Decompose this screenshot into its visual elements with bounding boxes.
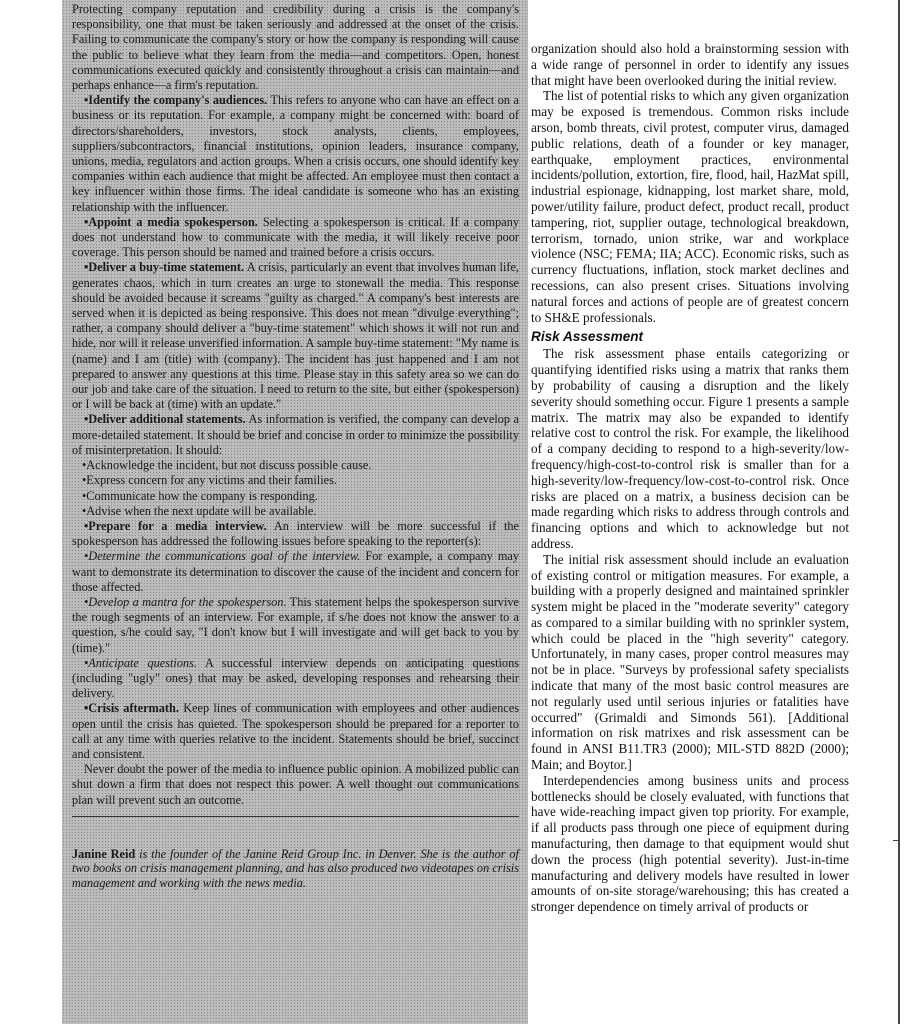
sidebar-item-anticipate-questions: •Anticipate questions. A successful interview depends on anticipating questions (including "ugly" ones) that may be asked, developing responses and rehearsing their delivery. <box>72 655 520 701</box>
sidebar-item-appoint-spokesperson: •Appoint a media spokesperson. Selecting a spokesperson is critical. If a company does not understand how to communicate with the media, it will likely receive poor coverage. This person should be named and trained before a crisis occurs. <box>72 214 520 260</box>
author-bio: Janine Reid is the founder of the Janine Reid Group Inc. in Denver. She is the author of two books on crisis management planning, and has also produced two videotapes on crisis management and working with the news media. <box>72 846 519 890</box>
sidebar-item-crisis-aftermath: •Crisis aftermath. Keep lines of communication with employees and other audiences open until the crisis has quieted. The spokesperson should be prepared for a reporter to call at any time with queries relative to the incident. Statements should be brief, succinct and consistent. <box>72 701 519 761</box>
sidebar-closing-paragraph: Never doubt the power of the media to influence public opinion. A mobilized public can shut down a firm that does not respect this power. A well thought out communications plan will prevent such an outcome. <box>72 762 519 807</box>
sidebar-item-buy-time-statement: •Deliver a buy-time statement. A crisis, particularly an event that involves human life, generates chaos, which in turn creates an urge to stonewall the media. This response should be avoided because it screams "guilty as charged." A company's best interests are served when it is depicted as being responsive. This does not mean "divulge everything"; rather, a company should deliver a "buy-time statement" which shows it will not run and hide, nor will it release unverified information. A sample buy-time statement: "My name is (name) and I am (title) with (company). The incident has just happened and I am not prepared to answer any questions at this time. Please stay in this safety area so we can do our job and take care of the situation. I need to return to the site, but either (spokesperson) or I will be back at (time) with an update." <box>72 260 519 412</box>
sidebar-item-heading: •Identify the company's audiences. <box>84 93 268 108</box>
sidebar-item-heading: •Deliver additional statements. <box>84 412 246 427</box>
sidebar-bullet: •Advise when the next update will be available. <box>82 503 317 518</box>
author-name: Janine Reid <box>72 846 136 861</box>
page-edge-rule <box>898 0 900 1024</box>
page-edge-mark <box>893 840 899 847</box>
body-paragraph: The list of potential risks to which any given organization may be exposed is tremendous. Common risks include arson, bomb threats, civil protest, computer virus, damaged public relations, death of a founder or key manager, earthquake, employment practices, environmental incidents/pollution, extortion, fire, flood, hail, HazMat spill, industrial espionage, kidnapping, lost market share, mold, power/utility failure, product defect, product recall, product tampering, riot, supplier outage, technological breakdown, terrorism, tornado, union strike, war and workplace violence (NSC; FEMA; IIA; ACC). Economic risks, such as currency fluctuations, inflation, stock market declines and recessions, can also present crises. Situations involving natural forces and actions of people are of greatest concern to SH&E professionals. <box>531 88 849 325</box>
sidebar-item-heading: •Appoint a media spokesperson. <box>84 214 258 229</box>
sidebar-item-media-interview: •Prepare for a media interview. An interview will be more successful if the spokesperson has addressed the following issues before speaking to the reporter(s): <box>72 518 519 549</box>
main-text-column <box>531 41 849 915</box>
sidebar-bullet: •Acknowledge the incident, but not discuss possible cause. <box>82 458 372 473</box>
body-paragraph: The initial risk assessment should include an evaluation of existing control or mitigation measures. For example, a building with a properly designed and maintained sprinkler system might be placed in the "moderate severity" category as compared to a similar building with no sprinkler system, which could be placed in the "high severity" category. Unfortunately, in many cases, proper control measures may not be in place. "Surveys by professional safety specialists indicate that many of the most basic control measures are not regularly used until serious injuries or fatalities have occurred" (Grimaldi and Simonds 561). [Additional information on risk matrixes and risk assessment can be found in ANSI B11.TR3 (2000); MIL-STD 882D (2000); Main; and Boytor.] <box>531 551 849 773</box>
body-paragraph: organization should also hold a brainstorming session with a wide range of personnel in order to identify any issues that might have been overlooked during the initial review. <box>531 41 849 88</box>
body-paragraph: Interdependencies among business units and process bottlenecks should be closely evaluated, with functions that have wide-reaching impact given top priority. For example, if all products pass through one piece of equipment during manufacturing, then damage to that equipment would shut down the process (high potential severity). Just-in-time manufacturing and delivery models have resulted in lower amounts of on-site storage/warehousing; this has created a stronger dependence on timely arrival of products or <box>531 772 849 915</box>
sidebar-divider <box>72 816 519 817</box>
body-paragraph: The risk assessment phase entails categorizing or quantifying identified risks using a matrix that ranks them by probability of causing a disruption and the likely severity should something occur. Figure 1 presents a sample matrix. The matrix may also be expanded to identify relative cost to control the risk. For example, the likelihood of a company deciding to respond to a high-severity/low-frequency/high-cost-to-control risk is smaller than for a high-severity/low-frequency/low-cost-to-control risk. Once risks are placed on a matrix, a business decision can be made regarding which risks to address through controls and financing options and which to acknowledge but not address. <box>531 346 849 551</box>
section-heading: Risk Assessment <box>531 329 644 345</box>
sidebar-item-heading: •Deliver a buy-time statement. <box>84 260 245 275</box>
sidebar-item-additional-statements: •Deliver additional statements. As information is verified, the company can develop a more-detailed statement. It should be brief and concise in order to minimize the possibility of misinterpretation. It should: <box>72 412 519 457</box>
sidebar-item-heading: •Determine the communications goal of the interview. <box>84 549 361 564</box>
sidebar-item-heading: •Crisis aftermath. <box>84 701 179 716</box>
sidebar-item-heading: •Prepare for a media interview. <box>84 518 267 533</box>
sidebar-item-identify-audiences: •Identify the company's audiences. This refers to anyone who can have an effect on a business or its reputation. For example, a company might be concerned with: board of directors/shareholders, investors, stock analysts, clients, employees, suppliers/subcontractors, financial institutions, opinion leaders, insurance company, unions, media, regulators and action groups. When a crisis occurs, one should identify key companies within each audience that might be affected. An employee must then contact a key influencer within those firms. The ideal candidate is someone who has an existing relationship with the influencer. <box>72 93 519 214</box>
sidebar-item-heading: •Develop a mantra for the spokesperson. <box>84 594 287 609</box>
sidebar-bullet: •Express concern for any victims and their families. <box>82 473 337 488</box>
sidebar-item-communications-goal: •Determine the communications goal of the interview. For example, a company may want to demonstrate its determination to discover the cause of the incident and concern for those affected. <box>72 549 519 594</box>
sidebar-bullet: •Communicate how the company is responding. <box>82 488 318 503</box>
sidebar-item-heading: •Anticipate questions. <box>84 655 198 670</box>
sidebar-intro-paragraph: Protecting company reputation and credibility during a crisis is the company's responsibility, one that must be taken seriously and addressed at the onset of the crisis. Failing to communicate the company's story or how the company is responding will cause the public to believe what they learn from the media—and competitors. Open, honest communications executed quickly and consistently throughout a crisis can maintain—and perhaps enhance—a firm's reputation. <box>72 2 519 93</box>
crisis-communication-sidebar <box>62 0 528 1024</box>
sidebar-item-mantra: •Develop a mantra for the spokesperson. This statement helps the spokesperson survive the rough segments of an interview. For example, if s/he does not know the answer to a question, s/he could say, "I don't know but I will investigate and will get back to you by (time)." <box>72 594 519 655</box>
